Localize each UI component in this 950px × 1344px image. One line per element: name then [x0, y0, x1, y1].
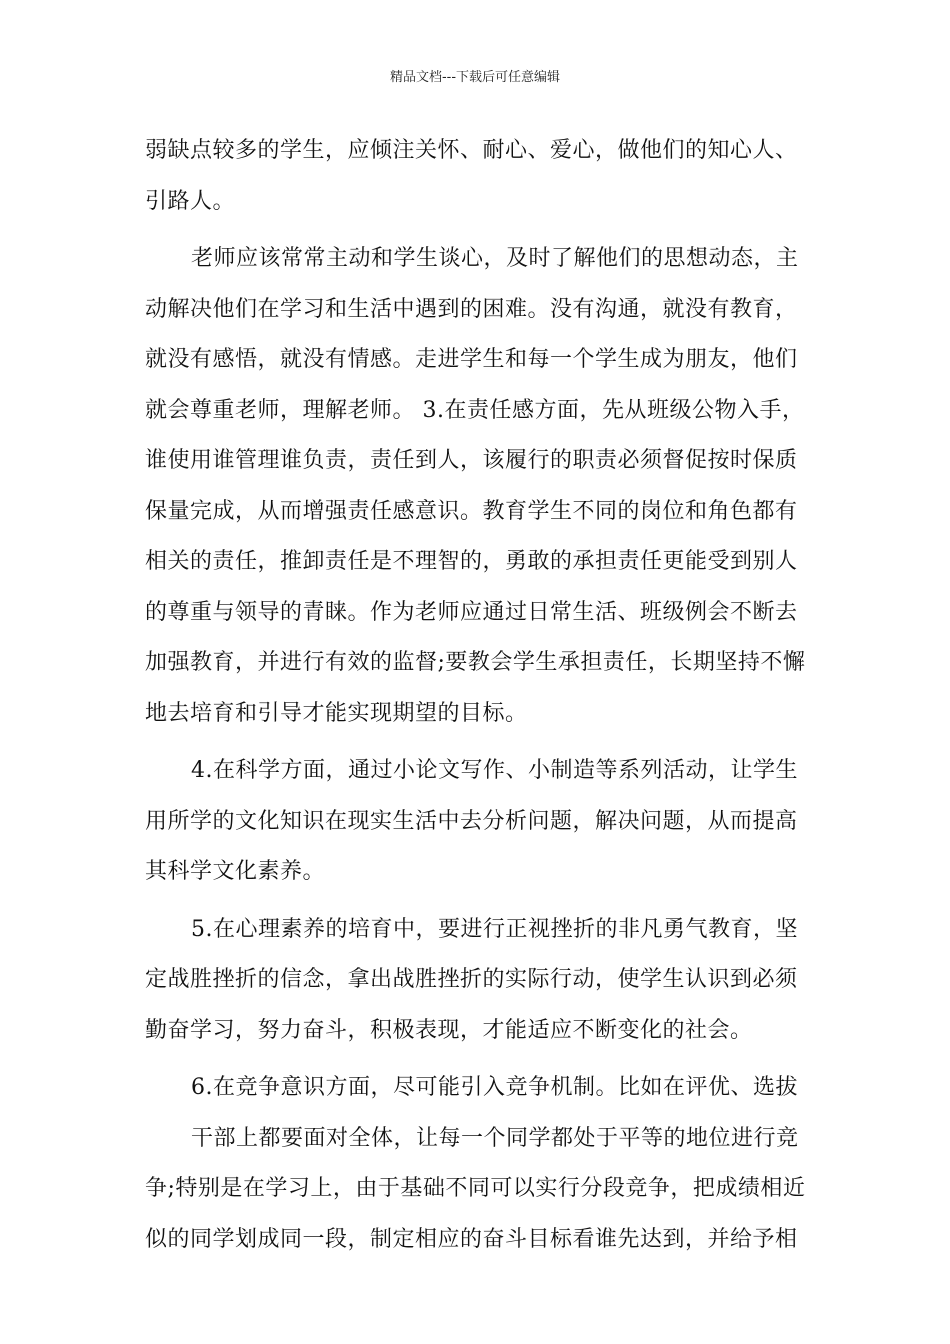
text-line: 用所学的文化知识在现实生活中去分析问题，解决问题，从而提高 — [145, 808, 798, 834]
text-line: 加强教育，并进行有效的监督;要教会学生承担责任，长期坚持不懈 — [145, 650, 806, 675]
text-line: 弱缺点较多的学生，应倾注关怀、耐心、爱心，做他们的知心人、 — [145, 138, 798, 163]
text-line: 保量完成，从而增强责任感意识。教育学生不同的岗位和角色都有 — [145, 498, 798, 524]
text-line: 干部上都要面对全体，让每一个同学都处于平等的地位进行竞 — [191, 1125, 799, 1151]
text-line: 5.在心理素养的培育中，要进行正视挫折的非凡勇气教育，坚 — [191, 916, 798, 942]
text-line: 谁使用谁管理谁负责，责任到人，该履行的职责必须督促按时保质 — [145, 448, 798, 473]
text-line: 动解决他们在学习和生活中遇到的困难。没有沟通，就没有教育， — [145, 296, 798, 322]
text-line: 勤奋学习，努力奋斗，积极表现，才能适应不断变化的社会。 — [145, 1017, 753, 1043]
text-line: 其科学文化素养。 — [145, 859, 326, 884]
text-line: 4.在科学方面，通过小论文写作、小制造等系列活动，让学生 — [191, 758, 798, 783]
page-header: 精品文档---下载后可任意编辑 — [389, 70, 561, 85]
text-line: 就没有感悟，就没有情感。走进学生和每一个学生成为朋友，他们 — [145, 347, 798, 372]
text-line: 似的同学划成同一段，制定相应的奋斗目标看谁先达到，并给予相 — [145, 1226, 798, 1252]
text-line: 引路人。 — [145, 188, 236, 214]
text-line: 就会尊重老师，理解老师。 3.在责任感方面，先从班级公物入手， — [145, 397, 805, 423]
body-text — [145, 126, 807, 1265]
text-line: 争;特别是在学习上，由于基础不同可以实行分段竞争，把成绩相近 — [145, 1176, 806, 1201]
text-line: 的尊重与领导的青睐。作为老师应通过日常生活、班级例会不断去 — [145, 599, 798, 625]
text-line: 相关的责任，推卸责任是不理智的，勇敢的承担责任更能受到别人 — [145, 549, 798, 574]
text-line: 定战胜挫折的信念，拿出战胜挫折的实际行动，使学生认识到必须 — [145, 967, 798, 992]
text-line: 老师应该常常主动和学生谈心，及时了解他们的思想动态，主 — [191, 246, 799, 271]
text-line: 地去培育和引导才能实现期望的目标。 — [145, 700, 528, 726]
text-line: 6.在竞争意识方面，尽可能引入竞争机制。比如在评优、选拔 — [191, 1075, 798, 1100]
